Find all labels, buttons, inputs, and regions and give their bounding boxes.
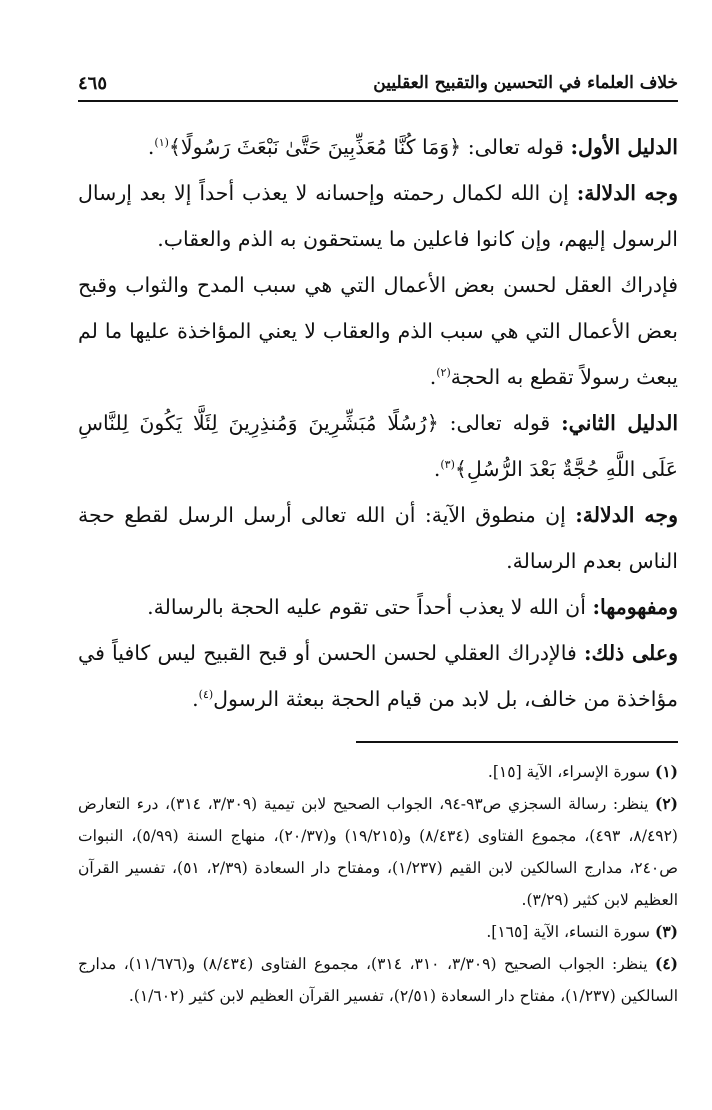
footnote-number: (١) bbox=[654, 762, 678, 781]
footnote-item bbox=[78, 788, 678, 916]
footnote-text: ينظر: رسالة السجزي ص٩٣-٩٤، الجواب الصحيح لابن تيمية (٣/٣٠٩، ٣١٤)، درء التعارض (٨/٤٩٢، ٤٩٣)، مجموع الفتاوى (٨/٤٣٤) و(١٩/٢١٥) و(٢٠/٣٧)، منهاج السنة (٥/٩٩)، النبوات ص٢٤٠، مدارج السالكين لابن القيم (١/٢٣٧)، ومفتاح دار السعادة (٢/٣٩، ٥١)، تفسير القرآن العظيم لابن كثير (٣/٢٩). bbox=[78, 795, 678, 909]
quran-verse: ﴿رُسُلًا مُبَشِّرِينَ وَمُنذِرِينَ لِئَلَّا يَكُونَ لِلنَّاسِ عَلَى اللَّهِ حُجَّةٌ بَعْدَ الرُّسُلِ﴾ bbox=[78, 411, 678, 481]
paragraph-text: إن الله لكمال رحمته وإحسانه لا يعذب أحداً إلا بعد إرسال الرسول إليهم، وإن كانوا فاعلين ما يستحقون به الذم والعقاب. bbox=[78, 181, 678, 251]
footnote-text: سورة النساء، الآية [١٦٥]. bbox=[486, 923, 655, 941]
paragraph-tail: . bbox=[429, 365, 437, 389]
footnote-divider bbox=[356, 741, 678, 743]
paragraph-lead: وعلى ذلك: bbox=[583, 641, 678, 665]
footnote-number: (٣) bbox=[654, 922, 678, 941]
paragraph-implication bbox=[78, 584, 678, 630]
paragraph-text: قوله تعالى: bbox=[438, 411, 562, 435]
quran-verse: ﴿وَمَا كُنَّا مُعَذِّبِينَ حَتَّىٰ نَبْعَثَ رَسُولًا﴾ bbox=[168, 135, 462, 159]
footnotes bbox=[78, 756, 678, 1012]
footnote-item bbox=[78, 916, 678, 948]
paragraph-text: أن الله لا يعذب أحداً حتى تقوم عليه الحجة بالرسالة. bbox=[147, 595, 593, 619]
footnote-ref: (١) bbox=[154, 136, 169, 150]
paragraph-tail: . bbox=[147, 135, 155, 159]
footnote-ref: (٣) bbox=[440, 458, 455, 472]
paragraph-inference bbox=[78, 170, 678, 262]
page-header bbox=[78, 66, 678, 102]
paragraph-second-evidence bbox=[78, 400, 678, 492]
paragraph-lead: وجه الدلالة: bbox=[576, 181, 678, 205]
footnote-ref: (٢) bbox=[436, 366, 451, 380]
paragraph-tail: . bbox=[433, 457, 441, 481]
paragraph-lead: ومفهومها: bbox=[592, 595, 678, 619]
page-number: ٤٦٥ bbox=[78, 72, 108, 94]
paragraph-text: إن منطوق الآية: أن الله تعالى أرسل الرسل لقطع حجة الناس بعدم الرسالة. bbox=[78, 503, 678, 573]
paragraph-first-evidence bbox=[78, 124, 678, 170]
paragraph-conclusion bbox=[78, 630, 678, 722]
main-text bbox=[78, 124, 678, 722]
paragraph-reason bbox=[78, 262, 678, 400]
paragraph-lead: الدليل الثاني: bbox=[561, 411, 679, 435]
paragraph-tail: . bbox=[192, 687, 199, 711]
paragraph-text: فالإدراك العقلي لحسن الحسن أو قبح القبيح ليس كافياً في مؤاخذة من خالف، بل لابد من قيام الحجة ببعثة الرسول bbox=[78, 641, 678, 711]
footnote-ref: (٤) bbox=[198, 688, 214, 702]
paragraph-text: قوله تعالى: bbox=[461, 135, 571, 159]
footnote-number: (٤) bbox=[654, 954, 678, 973]
footnote-text: ينظر: الجواب الصحيح (٣/٣٠٩، ٣١٠، ٣١٤)، مجموع الفتاوى (٨/٤٣٤) و(١١/٦٧٦)، مدارج السالكين (١/٢٣٧)، مفتاح دار السعادة (٢/٥١)، تفسير القرآن العظيم لابن كثير (١/٦٠٢). bbox=[78, 955, 678, 1005]
footnote-text: سورة الإسراء، الآية [١٥]. bbox=[487, 763, 655, 781]
footnote-number: (٢) bbox=[654, 794, 678, 813]
paragraph-lead: وجه الدلالة: bbox=[575, 503, 678, 527]
paragraph-text: فإدراك العقل لحسن بعض الأعمال التي هي سبب المدح والثواب وقبح بعض الأعمال التي هي سبب الذم والعقاب لا يعني المؤاخذة عليها ما لم يبعث رسولاً تقطع به الحجة bbox=[78, 273, 678, 389]
running-title: خلاف العلماء في التحسين والتقبيح العقليين bbox=[373, 73, 678, 93]
footnote-item bbox=[78, 756, 678, 788]
paragraph-inference-2 bbox=[78, 492, 678, 584]
paragraph-lead: الدليل الأول: bbox=[570, 135, 678, 159]
footnote-item bbox=[78, 948, 678, 1012]
